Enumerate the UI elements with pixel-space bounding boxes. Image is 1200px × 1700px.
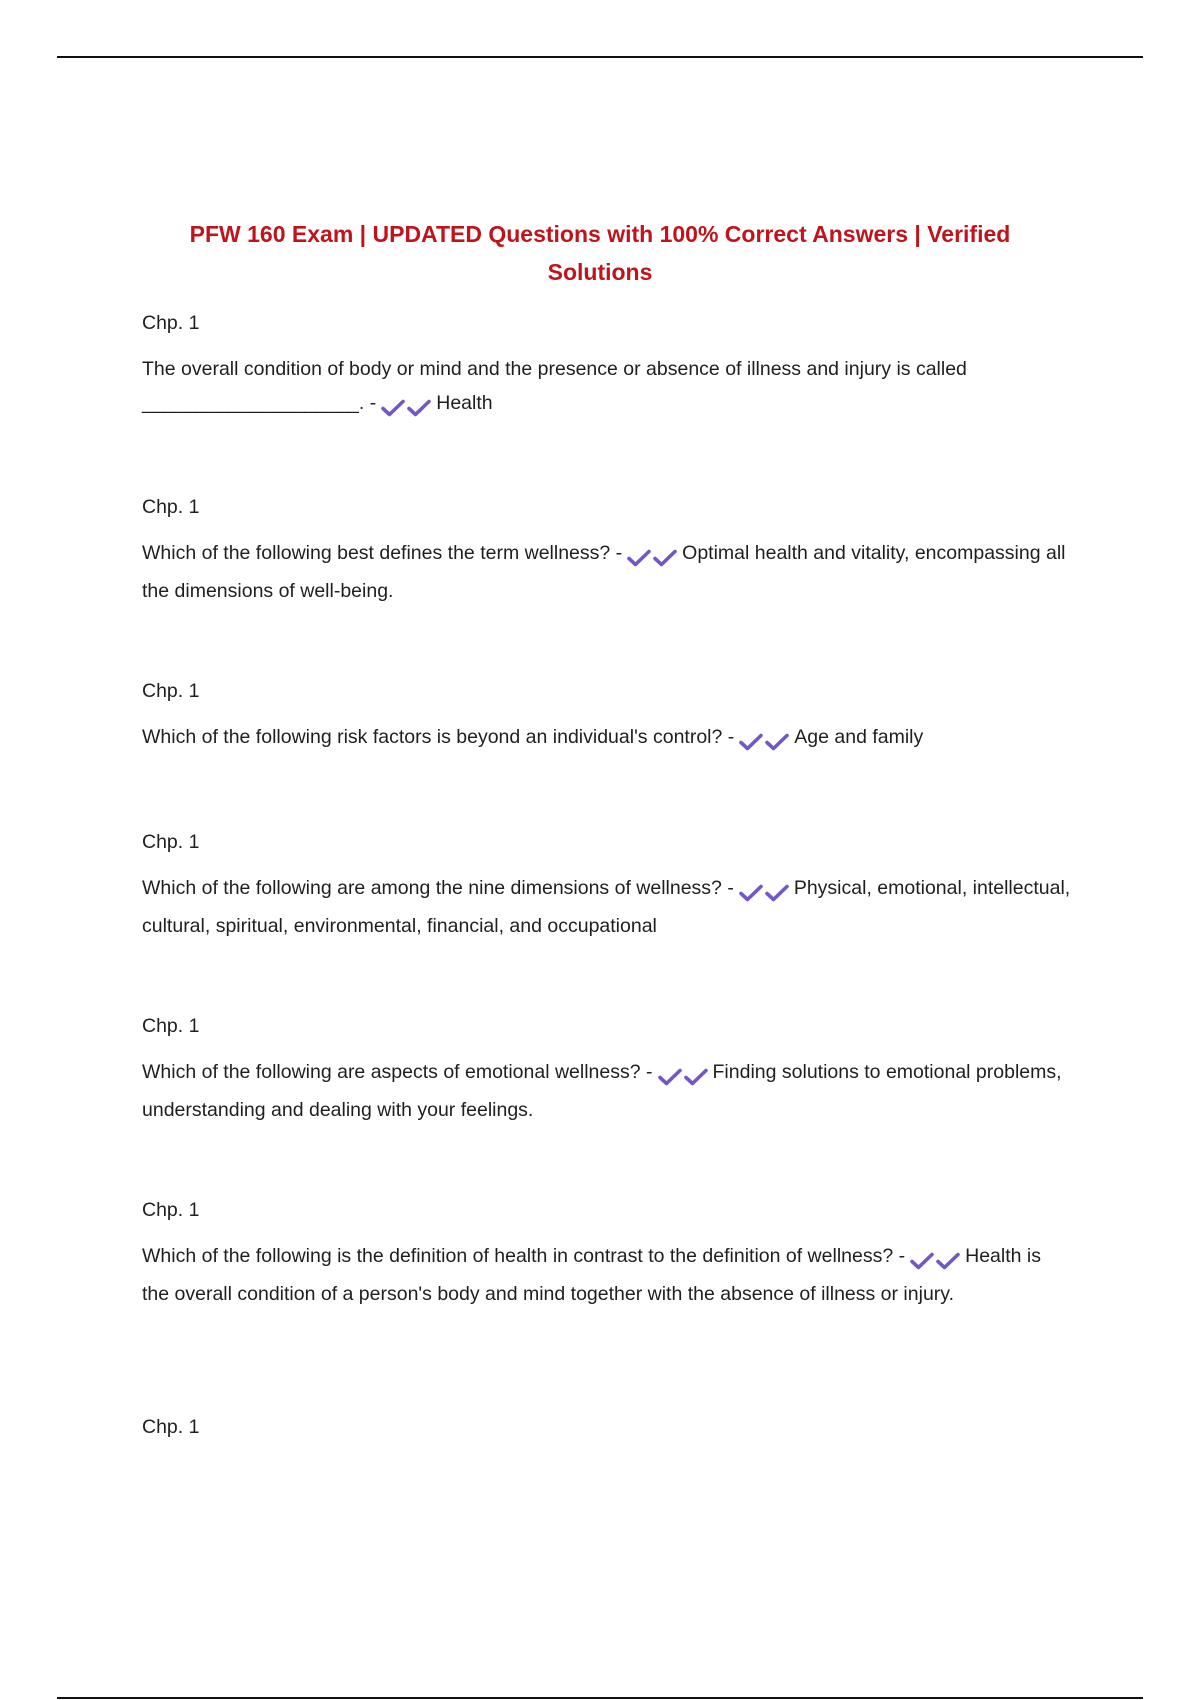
answer-text: Finding solutions to emotional problems, understanding and dealing with your feelings. (142, 1061, 1062, 1121)
qa-item-1 (142, 306, 1072, 424)
question-text: Which of the following is the definition of health in contrast to the definition of wellness? - (142, 1245, 906, 1267)
check-icon (657, 1067, 683, 1087)
check-icon (909, 1251, 935, 1271)
check-icon (652, 548, 678, 568)
check-icon (764, 732, 790, 752)
document-title: PFW 160 Exam | UPDATED Questions with 100% Correct Answers | Verified Solutions (189, 221, 1011, 285)
question-block (142, 1055, 1072, 1127)
check-icon (683, 1067, 709, 1087)
question-text: Which of the following best defines the term wellness? - (142, 542, 623, 564)
qa-item-2 (142, 490, 1072, 608)
question-text: Which of the following are among the nine dimensions of wellness? - (142, 877, 734, 899)
answer-text: Health (436, 392, 493, 414)
check-icon (738, 883, 764, 903)
chapter-label: Chp. 1 (142, 1015, 200, 1037)
question-block (142, 536, 1072, 608)
chapter-label: Chp. 1 (142, 831, 200, 853)
question-block (142, 871, 1072, 943)
answer-text: Health is the overall condition of a person's body and mind together with the absence of illness or injury. (142, 1245, 1041, 1305)
check-icon (626, 548, 652, 568)
answer-text: Physical, emotional, intellectual, cultural, spiritual, environmental, financial, and occupational (142, 877, 1071, 937)
check-icon (935, 1251, 961, 1271)
qa-item-3 (142, 674, 1072, 758)
chapter-label: Chp. 1 (142, 312, 200, 334)
top-rule (57, 56, 1143, 58)
check-icon (380, 398, 406, 418)
bottom-rule (57, 1697, 1143, 1699)
double-check-icon (738, 724, 790, 758)
answer-text: Optimal health and vitality, encompassing all the dimensions of well-being. (142, 542, 1066, 602)
question-text: Which of the following are aspects of emotional wellness? - (142, 1061, 653, 1083)
chapter-label: Chp. 1 (142, 496, 200, 518)
qa-item-5 (142, 1009, 1072, 1127)
double-check-icon (657, 1059, 709, 1093)
qa-item-4 (142, 825, 1072, 943)
question-text: Which of the following risk factors is beyond an individual's control? - (142, 726, 735, 748)
question-block (142, 1239, 1072, 1311)
double-check-icon (909, 1243, 961, 1277)
chapter-label: Chp. 1 (142, 1199, 200, 1221)
double-check-icon (738, 875, 790, 909)
check-icon (406, 398, 432, 418)
trailing-chapter-label: Chp. 1 (142, 1416, 200, 1438)
check-icon (738, 732, 764, 752)
check-icon (764, 883, 790, 903)
qa-item-6 (142, 1193, 1072, 1311)
chapter-label: Chp. 1 (142, 680, 200, 702)
double-check-icon (380, 390, 432, 424)
question-block (142, 352, 1072, 424)
question-block (142, 720, 1072, 758)
answer-text: Age and family (794, 726, 924, 748)
question-text: The overall condition of body or mind and the presence or absence of illness and injury is called ____________________. - (142, 358, 967, 414)
double-check-icon (626, 540, 678, 574)
